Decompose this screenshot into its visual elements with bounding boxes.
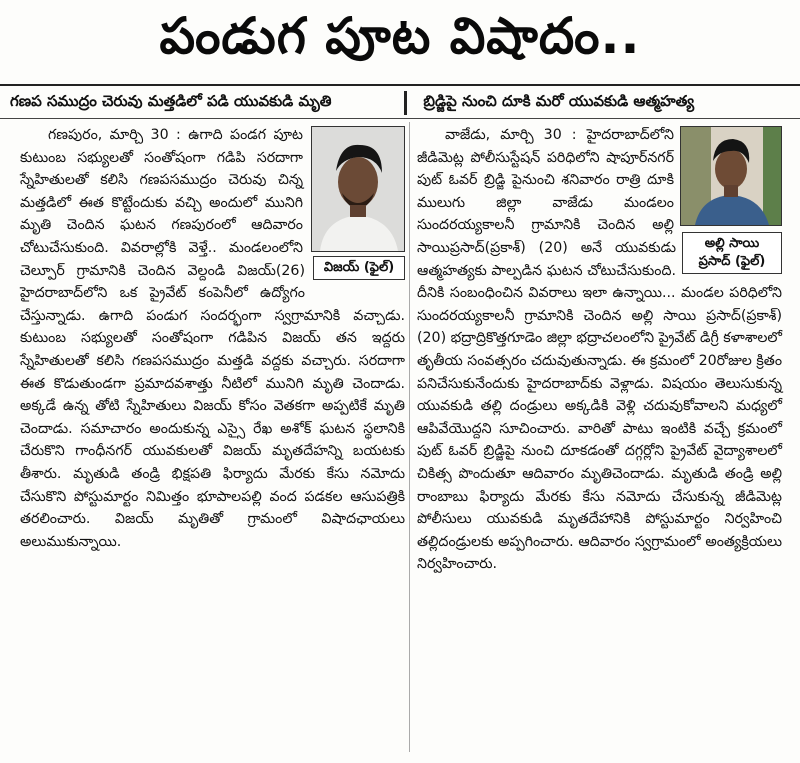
vijay-photo-caption: విజయ్ (ఫైల్): [313, 256, 405, 280]
left-article: [20, 124, 405, 754]
subheading-separator: [404, 91, 407, 115]
right-article: [417, 124, 782, 754]
headline: పండుగ పూట విషాదం..: [0, 0, 800, 86]
left-article-body: గణపురం, మార్చి 30 : ఉగాది పండగ పూట కుటుంబ సభ్యులతో సంతోషంగా గడిపి సరదాగా స్నేహితులతో కలిసి గణపసముద్రం చెరువు చిన్న మత్తడిలో ఈత కొట్టేందుకు వచ్చి అందులో మునిగి మృతి చెందిన ఘటన గణపురంలో ఆదివారం చోటుచేసుకుంది. వివరాల్లోకి వెళ్తే.. మండలంలోని చెల్పూర్ గ్రామానికి చెందిన వెల్దండి విజయ్(26) హైదరాబాద్‌లోని ఒక ప్రైవేట్ కంపెనీలో ఉద్యోగం చేస్తున్నాడు. ఉగాది పండుగ సందర్భంగా స్వగ్రామానికి వచ్చాడు. కుటుంబ సభ్యులతో సంతోషంగా గడిపిన విజయ్ తన ఇద్దరు స్నేహితులతో కలిసి గణపసముద్రం మత్తడి వద్దకు వచ్చారు. సరదాగా ఈత కొడుతుండగా ప్రమాదవశాత్తు నీటిలో మునిగి మృతి చెందాడు. అక్కడే ఉన్న తోటి స్నేహితులు విజయ్ కోసం వెతకగా అప్పటికే మృతి చెందాడు. సమాచారం అందుకున్న ఎస్సై రేఖ అశోక్ ఘటన స్థలానికి చేరుకొని గాంధీనగర్ యువకులతో విజయ్ మృతదేహన్ని బయటకు తీశారు. మృతుడి తండ్రి భిక్షపతి ఫిర్యాదు మేరకు కేసు నమోదు చేసుకొని పోస్టుమార్టం నిమిత్తం భూపాలపల్లి వంద పడకల ఆసుపత్రికి తరలించారు. విజయ్ మృతితో గ్రామంలో విషాదఛాయలు అలుముకున్నాయి.: [20, 127, 405, 550]
sai-prasad-photo: [680, 126, 782, 226]
sai-prasad-photo-caption: అల్లి సాయి ప్రసాద్ (ఫైల్): [682, 232, 782, 274]
vijay-photo: [311, 126, 405, 252]
left-subheading: గణప సముద్రం చెరువు మత్తడిలో పడి యువకుడి మృతి: [10, 92, 332, 110]
right-subheading: బ్రిడ్జిపై నుంచి దూకి మరో యువకుడి ఆత్మహత్య: [423, 92, 695, 110]
subheading-bar: [0, 88, 800, 119]
column-divider: [409, 122, 410, 752]
right-article-body: వాజేడు, మార్చి 30 : హైదరాబాద్‌లోని జీడిమెట్ల పోలీసుస్టేషన్ పరిధిలోని షాపూర్‌నగర్ పుట్ ఓవర్ బ్రిడ్జి పైనుంచి శనివారం రాత్రి దూకి ములుగు జిల్లా వాజేడు మండలం సుందరయ్యకాలనీ గ్రామానికి చెందిన అల్లి సాయిప్రసాద్(ప్రకాశ్) (20) అనే యువకుడు ఆత్మహత్యకు పాల్పడిన ఘటన చోటుచేసుకుంది. దీనికి సంబంధించిన వివరాలు ఇలా ఉన్నాయి... మండల పరిధిలోని సుందరయ్యకాలనీ గ్రామానికి చెందిన అల్లి సాయి ప్రసాద్(ప్రకాశ్)(20) భద్రాద్రికొత్తగూడెం జిల్లా భద్రాచలంలోని ప్రైవేట్ డిగ్రీ కళాశాలలో తృతీయ సంవత్సరం చదువుతున్నాడు. ఈ క్రమంలో 20రోజుల క్రితం పనిచేసుకునేందుకు హైదరాబాద్‌కు వెళ్లాడు. విషయం తెలుసుకున్న యువకుడి తల్లి దండ్రులు అక్కడికి వెళ్లి చదువుకోవాలని మధ్యలో ఆపివేయొద్దని సూచించారు. వారితో పాటు ఇంటికి వచ్చే క్రమంలో పుట్ ఓవర్ బ్రిడ్జిపై నుంచి దూకడంతో దగ్గర్లోని ప్రైవేట్ వైద్యాశాలలో చికిత్స పొందుతూ ఆదివారం మృతిచెందాడు. మృతుడి తండ్రి అల్లి రాంబాబు ఫిర్యాదు మేరకు కేసు నమోదు చేసుకున్న జీడిమెట్ల పోలీసులు యువకుడి మృతదేహానికి పోస్టుమార్టం నిర్వహించి తల్లిదండ్రులకు అప్పగించారు. ఆదివారం స్వగ్రామంలో అంత్యక్రియలు నిర్వహించారు.: [417, 127, 783, 573]
